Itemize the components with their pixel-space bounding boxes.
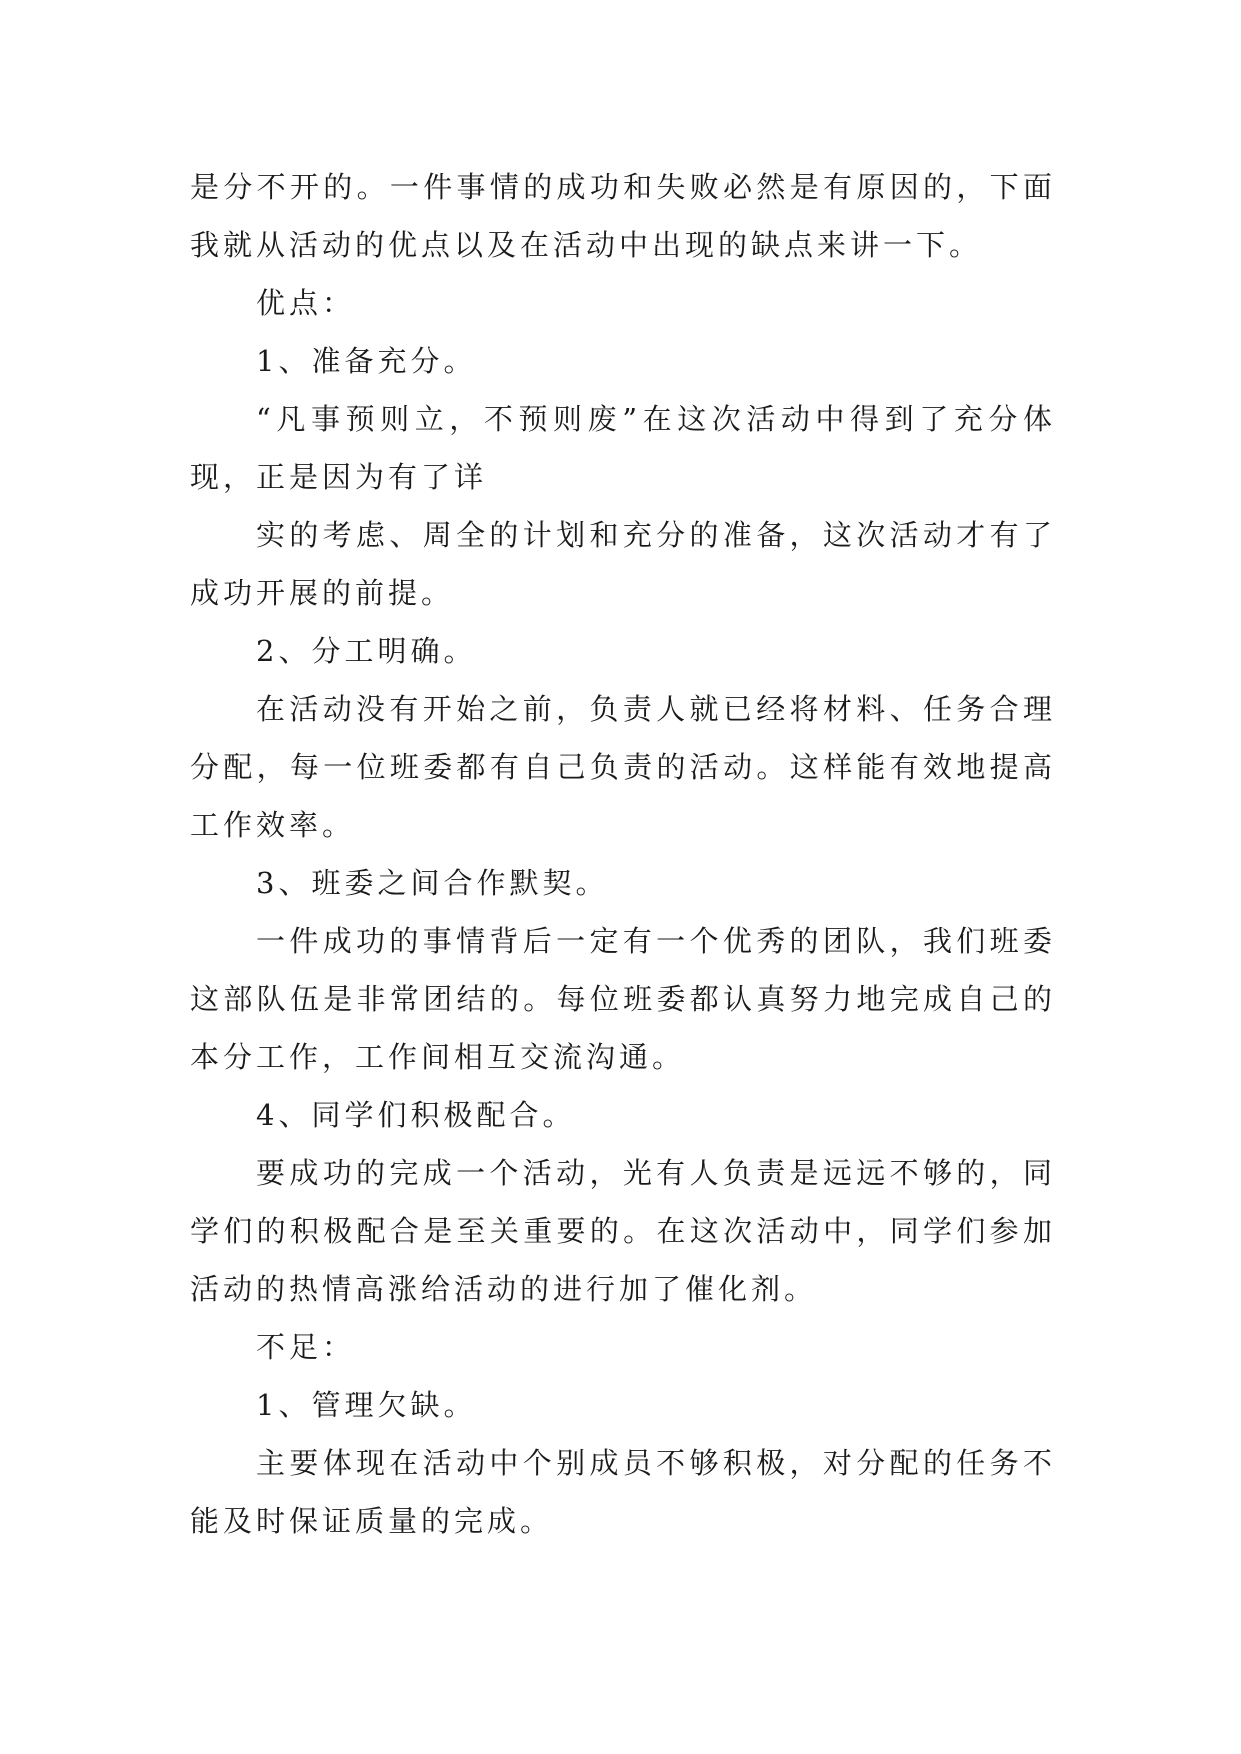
strength-1-body-part2: 实的考虑、周全的计划和充分的准备，这次活动才有了成功开展的前提。: [190, 518, 1056, 610]
strength-1-body-part1: “凡事预则立，不预则废”在这次活动中得到了充分体现，正是因为有了详: [190, 402, 1056, 494]
strength-3-body: 一件成功的事情背后一定有一个优秀的团队，我们班委这部队伍是非常团结的。每位班委都认真努力地完成自己的本分工作，工作间相互交流沟通。: [190, 924, 1056, 1074]
strength-4-title: 4、同学们积极配合。: [256, 1098, 576, 1132]
strength-2-title: 2、分工明确。: [256, 634, 477, 668]
heading-weaknesses: 不足：: [256, 1330, 356, 1364]
document-body: [190, 158, 1056, 1550]
strength-1-title: 1、准备充分。: [256, 344, 477, 378]
heading-strengths: 优点：: [256, 286, 356, 320]
strength-4-body: 要成功的完成一个活动，光有人负责是远远不够的，同学们的积极配合是至关重要的。在这次活动中，同学们参加活动的热情高涨给活动的进行加了催化剂。: [190, 1156, 1056, 1306]
strength-3-title: 3、班委之间合作默契。: [256, 866, 609, 900]
paragraph-intro-continuation: 是分不开的。一件事情的成功和失败必然是有原因的，下面我就从活动的优点以及在活动中出现的缺点来讲一下。: [190, 170, 1056, 262]
weakness-1-body: 主要体现在活动中个别成员不够积极，对分配的任务不能及时保证质量的完成。: [190, 1446, 1056, 1538]
strength-2-body: 在活动没有开始之前，负责人就已经将材料、任务合理分配，每一位班委都有自己负责的活动。这样能有效地提高工作效率。: [190, 692, 1056, 842]
weakness-1-title: 1、管理欠缺。: [256, 1388, 477, 1422]
